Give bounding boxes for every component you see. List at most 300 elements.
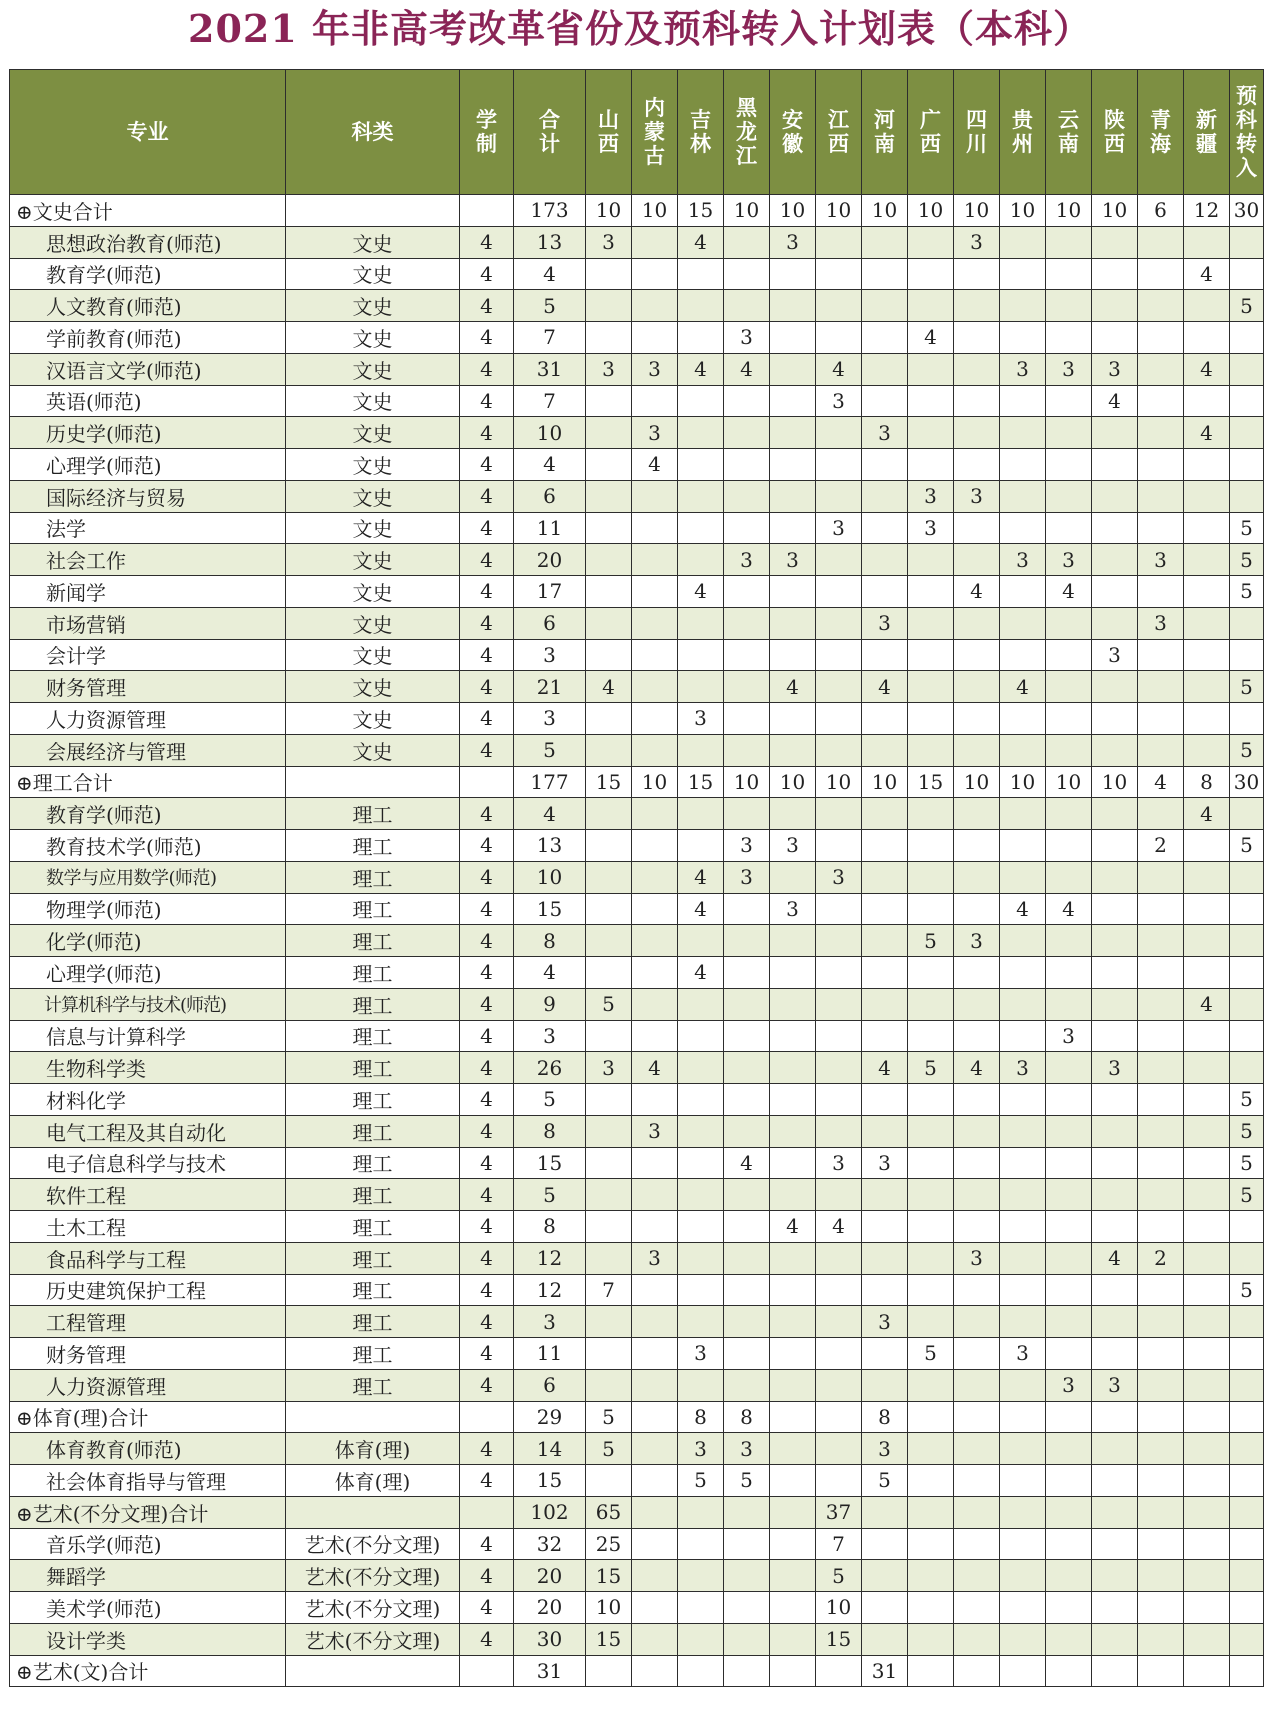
table-cell: [954, 607, 1000, 639]
table-cell: 4: [724, 353, 770, 385]
table-cell: [1184, 1179, 1230, 1211]
table-cell: [1000, 449, 1046, 481]
table-cell: [1138, 861, 1184, 893]
table-cell: [678, 449, 724, 481]
table-cell: [586, 1338, 632, 1370]
table-cell: [1138, 290, 1184, 322]
column-header: [286, 70, 460, 195]
table-cell: [1138, 1274, 1184, 1306]
table-cell: 3: [954, 480, 1000, 512]
table-cell: 4: [460, 1560, 514, 1592]
table-cell: [954, 544, 1000, 576]
table-cell: [954, 258, 1000, 290]
table-cell: [632, 322, 678, 354]
table-cell: [816, 830, 862, 862]
table-cell: [724, 449, 770, 481]
table-cell: [1230, 417, 1264, 449]
table-cell: 8: [514, 1115, 586, 1147]
table-cell: [632, 1496, 678, 1528]
table-cell: 5: [1230, 1084, 1264, 1116]
table-cell: [1138, 353, 1184, 385]
table-cell: 11: [514, 1338, 586, 1370]
table-cell: [1000, 1211, 1046, 1243]
table-cell: [724, 1369, 770, 1401]
table-cell: [724, 1242, 770, 1274]
table-cell: [1184, 1242, 1230, 1274]
major-name-cell: 心理学(师范): [10, 957, 286, 989]
table-cell: [1230, 925, 1264, 957]
table-cell: 15: [678, 766, 724, 798]
table-cell: [908, 1592, 954, 1624]
table-cell: 4: [862, 671, 908, 703]
table-cell: [724, 1306, 770, 1338]
table-row: [10, 734, 1264, 766]
table-cell: [1046, 1274, 1092, 1306]
table-cell: [678, 1052, 724, 1084]
table-cell: [724, 512, 770, 544]
table-cell: [678, 830, 724, 862]
table-cell: [816, 893, 862, 925]
table-cell: 10: [816, 766, 862, 798]
table-cell: [816, 322, 862, 354]
major-name-cell: 社会体育指导与管理: [10, 1465, 286, 1497]
table-cell: 10: [954, 195, 1000, 227]
table-cell: [816, 1115, 862, 1147]
table-cell: [954, 1338, 1000, 1370]
table-cell: 4: [816, 353, 862, 385]
table-cell: [1046, 258, 1092, 290]
table-cell: [632, 1274, 678, 1306]
table-cell: [1138, 1084, 1184, 1116]
major-name-cell: 材料化学: [10, 1084, 286, 1116]
table-cell: 3: [862, 417, 908, 449]
table-cell: 9: [514, 988, 586, 1020]
table-cell: [1138, 1560, 1184, 1592]
table-cell: [724, 576, 770, 608]
table-cell: [908, 1306, 954, 1338]
table-cell: 10: [632, 195, 678, 227]
table-cell: [586, 258, 632, 290]
table-cell: [954, 1211, 1000, 1243]
table-cell: 3: [632, 1115, 678, 1147]
table-cell: [632, 1084, 678, 1116]
table-cell: [770, 385, 816, 417]
table-cell: [1138, 480, 1184, 512]
table-cell: [1184, 1528, 1230, 1560]
table-cell: [816, 798, 862, 830]
table-cell: [1138, 703, 1184, 735]
table-cell: 4: [1184, 258, 1230, 290]
table-row: [10, 893, 1264, 925]
table-cell: [862, 1179, 908, 1211]
major-name-cell: 土木工程: [10, 1211, 286, 1243]
table-cell: 3: [1000, 544, 1046, 576]
table-row: [10, 861, 1264, 893]
table-cell: 4: [460, 861, 514, 893]
major-name-cell: 工程管理: [10, 1306, 286, 1338]
table-cell: [816, 544, 862, 576]
column-header-label: 江西: [828, 108, 849, 156]
table-cell: [1046, 417, 1092, 449]
column-header-label: 预科转入: [1236, 84, 1257, 180]
table-cell: 3: [586, 1052, 632, 1084]
table-cell: [954, 1020, 1000, 1052]
table-cell: 4: [678, 576, 724, 608]
table-cell: 8: [678, 1401, 724, 1433]
table-cell: [1000, 1623, 1046, 1655]
table-cell: [1092, 988, 1138, 1020]
table-cell: [678, 671, 724, 703]
table-cell: [770, 1052, 816, 1084]
table-cell: 4: [460, 1369, 514, 1401]
table-cell: [678, 1147, 724, 1179]
column-header: [770, 70, 816, 195]
table-cell: 4: [460, 1528, 514, 1560]
table-cell: [1138, 988, 1184, 1020]
table-cell: [862, 1115, 908, 1147]
table-cell: 31: [514, 353, 586, 385]
table-row: [10, 1338, 1264, 1370]
table-cell: [1230, 1401, 1264, 1433]
table-cell: [816, 671, 862, 703]
column-header: [908, 70, 954, 195]
table-cell: [770, 1623, 816, 1655]
table-cell: [1000, 417, 1046, 449]
table-cell: [724, 1655, 770, 1687]
table-cell: [908, 639, 954, 671]
table-cell: [908, 1211, 954, 1243]
table-cell: [1230, 1496, 1264, 1528]
table-row: [10, 353, 1264, 385]
major-name-cell: 食品科学与工程: [10, 1242, 286, 1274]
major-name-cell: 教育学(师范): [10, 258, 286, 290]
category-cell: 理工: [286, 1306, 460, 1338]
major-name-cell: 心理学(师范): [10, 449, 286, 481]
table-cell: 32: [514, 1528, 586, 1560]
table-cell: [1230, 1528, 1264, 1560]
table-cell: [1092, 449, 1138, 481]
column-header-label: 内蒙古: [644, 96, 665, 168]
major-name-cell: 软件工程: [10, 1179, 286, 1211]
table-cell: 4: [460, 607, 514, 639]
table-cell: [632, 1528, 678, 1560]
table-cell: [1092, 925, 1138, 957]
major-name-cell: 财务管理: [10, 671, 286, 703]
table-cell: 20: [514, 1560, 586, 1592]
major-name-cell: 社会工作: [10, 544, 286, 576]
table-cell: [908, 1496, 954, 1528]
table-cell: [954, 988, 1000, 1020]
table-cell: 15: [514, 1465, 586, 1497]
major-name-cell: 历史学(师范): [10, 417, 286, 449]
table-cell: [1184, 1465, 1230, 1497]
table-cell: [1000, 385, 1046, 417]
table-cell: 12: [1184, 195, 1230, 227]
table-cell: 10: [816, 1592, 862, 1624]
table-cell: [954, 671, 1000, 703]
major-name-cell: 数学与应用数学(师范): [10, 861, 286, 893]
table-cell: [1092, 1306, 1138, 1338]
category-cell: 理工: [286, 1020, 460, 1052]
table-cell: [1092, 1465, 1138, 1497]
table-cell: [1046, 1306, 1092, 1338]
table-cell: [632, 703, 678, 735]
table-cell: [770, 322, 816, 354]
major-name-cell: 计算机科学与技术(师范): [10, 988, 286, 1020]
table-cell: 5: [1230, 1274, 1264, 1306]
table-cell: 6: [514, 480, 586, 512]
table-cell: [1092, 703, 1138, 735]
table-cell: [862, 1338, 908, 1370]
table-cell: [862, 639, 908, 671]
table-cell: 3: [770, 830, 816, 862]
table-cell: 10: [954, 766, 1000, 798]
table-cell: [908, 353, 954, 385]
group-total-row: [10, 1401, 1264, 1433]
table-cell: [908, 1020, 954, 1052]
table-cell: [954, 861, 1000, 893]
column-header: [678, 70, 724, 195]
page-title: 2021 年非高考改革省份及预科转入计划表（本科）: [188, 6, 1092, 51]
category-cell: 文史: [286, 703, 460, 735]
table-cell: [908, 1274, 954, 1306]
table-cell: 31: [862, 1655, 908, 1687]
table-cell: 3: [514, 1306, 586, 1338]
column-header: [1046, 70, 1092, 195]
table-cell: [1138, 1496, 1184, 1528]
table-cell: [724, 893, 770, 925]
table-cell: [460, 195, 514, 227]
table-cell: [908, 1242, 954, 1274]
table-cell: 4: [460, 1211, 514, 1243]
table-cell: [632, 1465, 678, 1497]
table-cell: [816, 1338, 862, 1370]
table-cell: [1092, 290, 1138, 322]
column-header-label: 合计: [539, 108, 560, 156]
table-cell: [678, 258, 724, 290]
table-cell: [1138, 1528, 1184, 1560]
table-cell: 4: [1138, 766, 1184, 798]
table-cell: [1184, 861, 1230, 893]
table-cell: [862, 576, 908, 608]
table-cell: [770, 607, 816, 639]
table-cell: 7: [586, 1274, 632, 1306]
table-cell: 4: [678, 353, 724, 385]
table-cell: [1138, 957, 1184, 989]
table-cell: [770, 957, 816, 989]
table-cell: 4: [632, 1052, 678, 1084]
major-name-cell: 国际经济与贸易: [10, 480, 286, 512]
table-cell: [1230, 353, 1264, 385]
table-cell: 10: [1046, 766, 1092, 798]
table-cell: 4: [1092, 1242, 1138, 1274]
major-name-cell: 音乐学(师范): [10, 1528, 286, 1560]
table-cell: 3: [862, 1147, 908, 1179]
table-cell: 4: [460, 1592, 514, 1624]
table-cell: [1000, 1306, 1046, 1338]
column-header-label: 新疆: [1196, 108, 1217, 156]
table-cell: [1046, 322, 1092, 354]
table-cell: 4: [678, 226, 724, 258]
group-total-row: [10, 1496, 1264, 1528]
table-cell: [1046, 1465, 1092, 1497]
table-cell: [632, 1401, 678, 1433]
table-cell: [1092, 512, 1138, 544]
table-cell: 15: [678, 195, 724, 227]
category-cell: 理工: [286, 861, 460, 893]
table-cell: [1000, 1433, 1046, 1465]
table-cell: [1230, 1623, 1264, 1655]
table-cell: [1138, 671, 1184, 703]
table-cell: [1000, 1496, 1046, 1528]
table-cell: [908, 988, 954, 1020]
table-cell: [586, 957, 632, 989]
table-cell: [724, 798, 770, 830]
table-cell: 3: [1092, 1369, 1138, 1401]
table-cell: [1000, 703, 1046, 735]
table-cell: [724, 1179, 770, 1211]
table-cell: 4: [514, 957, 586, 989]
table-cell: [586, 639, 632, 671]
table-cell: [1184, 639, 1230, 671]
major-name-cell: 会计学: [10, 639, 286, 671]
table-cell: [1138, 1623, 1184, 1655]
group-name-cell: ⊕理工合计: [10, 766, 286, 798]
table-cell: [632, 639, 678, 671]
table-cell: [954, 322, 1000, 354]
table-cell: [678, 417, 724, 449]
table-cell: 25: [586, 1528, 632, 1560]
table-cell: [954, 734, 1000, 766]
table-cell: [862, 226, 908, 258]
table-cell: [770, 512, 816, 544]
table-cell: [1184, 925, 1230, 957]
table-cell: [1184, 480, 1230, 512]
table-cell: [770, 576, 816, 608]
table-cell: [1000, 1115, 1046, 1147]
table-cell: [1092, 893, 1138, 925]
table-cell: [862, 830, 908, 862]
table-cell: 20: [514, 544, 586, 576]
table-cell: [1046, 1496, 1092, 1528]
table-cell: [1092, 226, 1138, 258]
table-cell: [862, 1560, 908, 1592]
table-cell: [1184, 1084, 1230, 1116]
table-cell: 10: [514, 417, 586, 449]
table-cell: [1230, 1020, 1264, 1052]
table-cell: 4: [460, 1084, 514, 1116]
table-cell: [632, 480, 678, 512]
table-cell: [586, 925, 632, 957]
table-cell: 15: [514, 1147, 586, 1179]
table-cell: [586, 861, 632, 893]
table-cell: [1000, 988, 1046, 1020]
table-cell: [632, 512, 678, 544]
table-cell: [908, 385, 954, 417]
table-cell: 4: [862, 1052, 908, 1084]
table-cell: 5: [1230, 1115, 1264, 1147]
column-header: [514, 70, 586, 195]
major-name-cell: 信息与计算科学: [10, 1020, 286, 1052]
table-cell: [1138, 322, 1184, 354]
table-cell: [862, 1623, 908, 1655]
table-cell: [586, 480, 632, 512]
table-cell: 29: [514, 1401, 586, 1433]
table-cell: [586, 1211, 632, 1243]
table-cell: 65: [586, 1496, 632, 1528]
table-cell: [1230, 703, 1264, 735]
table-cell: [770, 1592, 816, 1624]
table-cell: [1046, 1623, 1092, 1655]
table-cell: 4: [460, 1306, 514, 1338]
table-cell: 4: [460, 830, 514, 862]
table-cell: [1184, 1115, 1230, 1147]
column-header-label: 河南: [874, 108, 895, 156]
table-cell: 4: [770, 671, 816, 703]
table-cell: 4: [1184, 988, 1230, 1020]
table-cell: [908, 1623, 954, 1655]
table-cell: [1138, 1179, 1184, 1211]
group-name-cell: ⊕文史合计: [10, 195, 286, 227]
category-cell: 文史: [286, 385, 460, 417]
table-cell: [954, 1369, 1000, 1401]
table-cell: 3: [862, 1306, 908, 1338]
table-cell: [678, 1496, 724, 1528]
table-cell: [908, 830, 954, 862]
table-cell: [1138, 1655, 1184, 1687]
major-name-cell: 市场营销: [10, 607, 286, 639]
table-cell: [862, 988, 908, 1020]
table-cell: [1230, 226, 1264, 258]
table-cell: [816, 1433, 862, 1465]
table-row: [10, 1528, 1264, 1560]
table-cell: [862, 1242, 908, 1274]
table-cell: [586, 798, 632, 830]
table-cell: [586, 1147, 632, 1179]
table-cell: [1230, 1338, 1264, 1370]
table-cell: [954, 449, 1000, 481]
table-cell: 6: [514, 607, 586, 639]
table-cell: [1138, 226, 1184, 258]
table-cell: [1046, 988, 1092, 1020]
table-cell: 5: [816, 1560, 862, 1592]
table-cell: 10: [1000, 195, 1046, 227]
table-cell: [678, 480, 724, 512]
table-cell: 4: [460, 480, 514, 512]
table-cell: [862, 353, 908, 385]
table-cell: [954, 703, 1000, 735]
table-cell: 13: [514, 226, 586, 258]
table-cell: [770, 1401, 816, 1433]
table-cell: 3: [632, 1242, 678, 1274]
table-cell: [954, 1084, 1000, 1116]
table-cell: [908, 1179, 954, 1211]
table-cell: 30: [514, 1623, 586, 1655]
table-cell: [724, 1338, 770, 1370]
table-cell: 4: [460, 1020, 514, 1052]
table-cell: [586, 449, 632, 481]
table-cell: 4: [678, 893, 724, 925]
category-cell: 理工: [286, 988, 460, 1020]
table-row: [10, 639, 1264, 671]
table-cell: [1046, 861, 1092, 893]
table-cell: [1184, 1401, 1230, 1433]
table-cell: [954, 1560, 1000, 1592]
table-cell: [1000, 1528, 1046, 1560]
table-row: [10, 1084, 1264, 1116]
table-row: [10, 703, 1264, 735]
table-cell: [1230, 1592, 1264, 1624]
